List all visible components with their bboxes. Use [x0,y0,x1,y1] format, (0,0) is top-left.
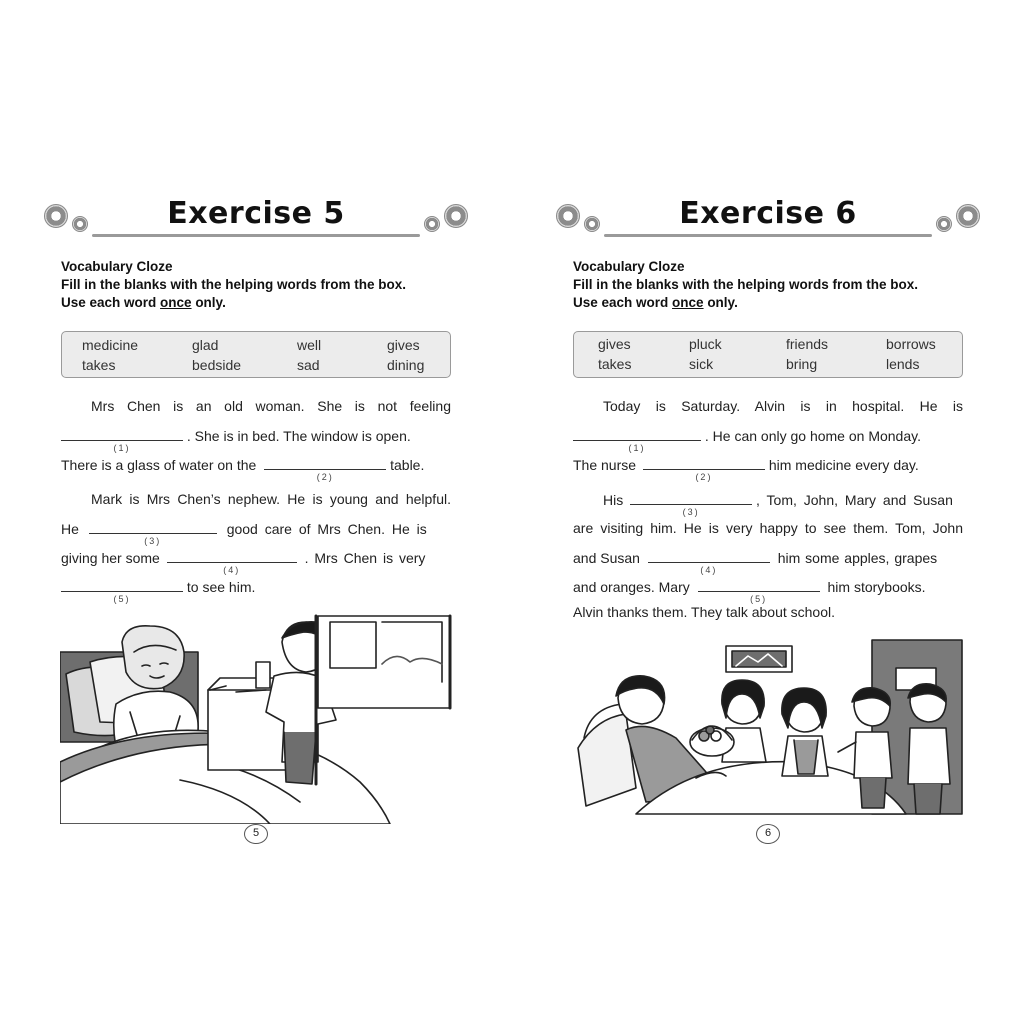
instructions-text: Use each word [61,295,161,310]
blank-number: (5) [113,594,131,604]
page-title: Exercise 6 [679,196,857,231]
blank-3[interactable] [89,520,217,546]
word-option: gives [387,337,420,353]
word-option: takes [598,356,632,372]
passage-line [573,456,963,482]
instructions-line: Fill in the blanks with the helping words from the box. [573,277,919,292]
instructions-line: Fill in the blanks with the helping words from the box. [61,277,407,292]
passage-line [573,520,963,540]
blank-5[interactable] [61,578,183,604]
passage-text: Today is Saturday. Alvin is in hospital. He is [603,398,963,414]
blank-2[interactable] [643,456,765,482]
emphasis-once: once [160,295,192,310]
word-option: well [297,337,322,353]
blank-number: (1) [113,443,131,453]
passage-text: He [61,521,79,537]
passage-line [573,427,963,453]
instructions [573,258,973,312]
passage-text: . He can only go home on Monday. [704,428,921,444]
word-option: bedside [192,357,242,373]
passage-text: giving her some [61,550,160,566]
page-exercise-6 [512,0,1024,1024]
blank-number: (5) [750,594,768,604]
blank-number: (4) [223,565,241,575]
passage-line [573,491,963,517]
word-option: pluck [689,336,722,352]
instructions-line [61,294,461,312]
passage-text: him some apples, grapes [777,550,938,566]
passage-text: . She is in bed. The window is open. [186,428,411,444]
word-option: gives [598,336,631,352]
hospital-visit-illustration [576,638,966,818]
blank-1[interactable] [573,427,701,453]
title-underline [92,234,420,237]
passage-line [61,520,451,546]
word-option: glad [192,337,219,353]
passage-text: good care of Mrs Chen. He is [226,521,427,537]
word-option: sad [297,357,320,373]
instructions-text: only. [703,295,738,310]
title-underline [604,234,932,237]
blank-4[interactable] [648,549,770,575]
blank-1[interactable] [61,427,183,453]
blank-4[interactable] [167,549,297,575]
passage-text: The nurse [573,457,637,473]
instructions-heading: Vocabulary Cloze [61,259,173,274]
word-option: medicine [82,337,139,353]
passage-line [61,398,451,418]
passage-text: him medicine every day. [768,457,919,473]
word-option: lends [886,356,920,372]
word-box [61,331,451,378]
page-number: 5 [244,824,268,844]
blank-5[interactable] [698,578,820,604]
page-number: 6 [756,824,780,844]
blank-2[interactable] [264,456,386,482]
bedroom-illustration [60,612,455,824]
word-option: borrows [886,336,936,352]
passage-text: to see him. [186,579,256,595]
passage-line [61,578,451,604]
word-option: friends [786,336,829,352]
emphasis-once: once [672,295,704,310]
passage-line [573,604,963,624]
passage-line [573,398,963,418]
word-option: takes [82,357,116,373]
passage-line [61,491,451,511]
blank-3[interactable] [630,491,752,517]
passage-line [61,549,451,575]
blank-number: (3) [682,507,700,517]
passage-text: There is a glass of water on the [61,457,257,473]
word-option: dining [387,357,425,373]
passage-text: . Mrs Chen is very [304,550,426,566]
passage-line [61,427,451,453]
passage-text: table. [390,457,425,473]
passage-text: His [603,492,624,508]
blank-number: (3) [144,536,162,546]
blank-number: (1) [628,443,646,453]
passage-text: Alvin thanks them. They talk about school. [573,604,835,620]
passage-line [573,549,963,575]
blank-number: (2) [316,472,334,482]
passage-text: and oranges. Mary [573,579,690,595]
page-title: Exercise 5 [167,196,345,231]
word-box [573,331,963,378]
passage-text: Mrs Chen is an old woman. She is not feeling [91,398,451,414]
passage-text: Mark is Mrs Chen’s nephew. He is young and helpful. [91,491,451,507]
passage-line [61,456,451,482]
title-bar [40,190,472,240]
word-option: bring [786,356,818,372]
title-bar [552,190,984,240]
instructions [61,258,461,312]
instructions-text: Use each word [573,295,673,310]
passage-line [573,578,963,604]
blank-number: (4) [700,565,718,575]
passage-text: , Tom, John, Mary and Susan [756,492,953,508]
instructions-heading: Vocabulary Cloze [573,259,685,274]
blank-number: (2) [695,472,713,482]
word-option: sick [689,356,714,372]
instructions-line [573,294,973,312]
passage-text: and Susan [573,550,640,566]
passage-text: him storybooks. [827,579,926,595]
passage-text: are visiting him. He is very happy to see them. Tom, John [573,520,963,536]
instructions-text: only. [191,295,226,310]
